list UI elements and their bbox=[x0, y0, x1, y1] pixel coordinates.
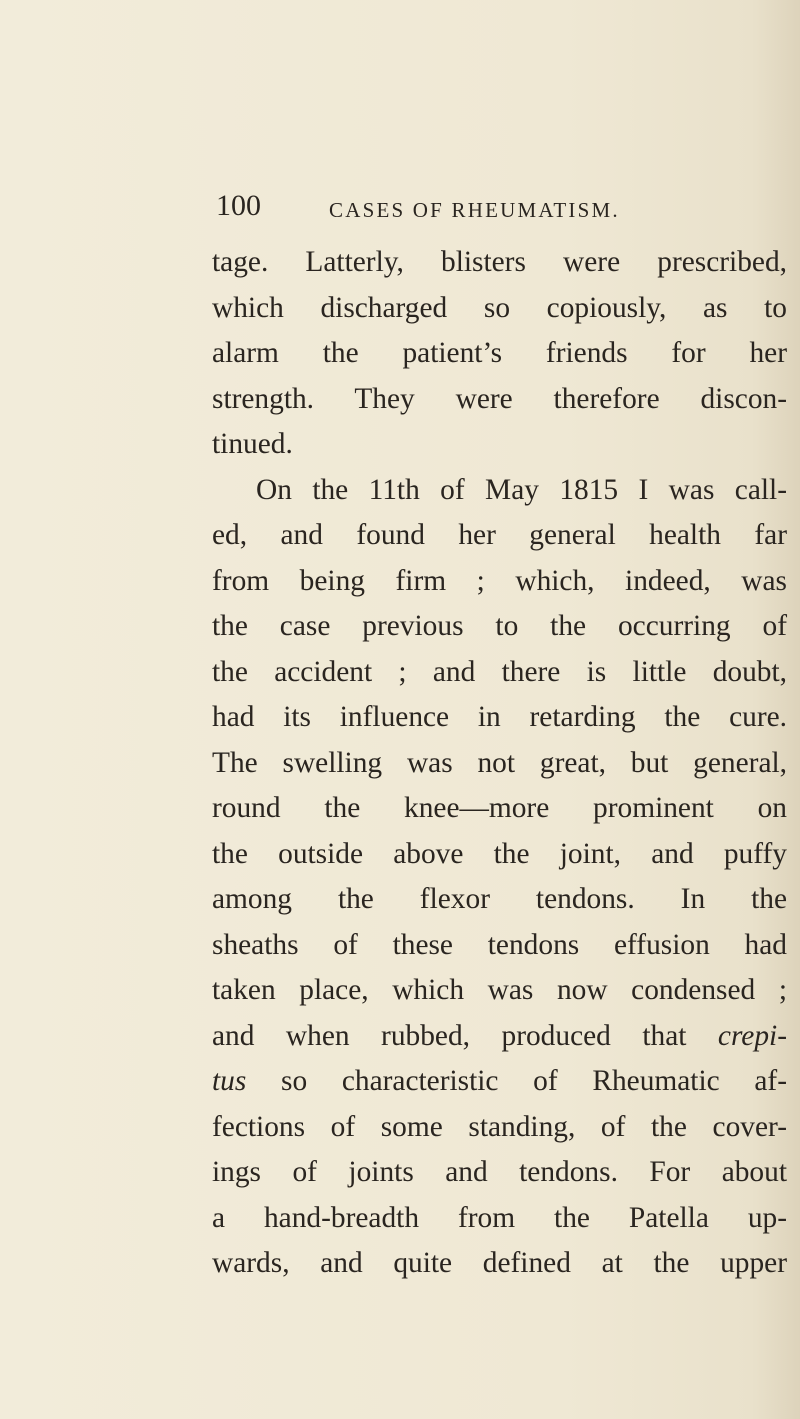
italic-term: crepi- bbox=[717, 1019, 787, 1052]
text-line-7: ed, and found her general health far bbox=[212, 519, 787, 551]
text-line-18: and when rubbed, produced that crepi- bbox=[212, 1019, 787, 1052]
text-line-13: round the knee—more prominent on bbox=[212, 792, 787, 824]
running-head: CASES OF RHEUMATISM. bbox=[329, 198, 620, 222]
text-line-17: taken place, which was now condensed ; bbox=[212, 974, 787, 1006]
text-line-5: tinued. bbox=[212, 428, 293, 460]
text-line-15: among the flexor tendons. In the bbox=[212, 883, 787, 915]
text-line-12: The swelling was not great, but general, bbox=[212, 746, 787, 779]
text-line-23: wards, and quite defined at the upper bbox=[212, 1247, 787, 1279]
text-line-6: On the 11th of May 1815 I was call- bbox=[256, 473, 787, 506]
text-line-22: a hand-breadth from the Patella up- bbox=[212, 1201, 787, 1234]
text-line-3: alarm the patient’s friends for her bbox=[212, 337, 787, 369]
text-line-4: strength. They were therefore discon- bbox=[212, 382, 787, 415]
text-line-11: had its influence in retarding the cure. bbox=[212, 701, 787, 733]
text-line-9: the case previous to the occurring of bbox=[212, 610, 787, 642]
page-number: 100 bbox=[216, 189, 261, 222]
text-line-16: sheaths of these tendons effusion had bbox=[212, 928, 787, 961]
text-line-8: from being firm ; which, indeed, was bbox=[212, 564, 787, 597]
text-line-10: the accident ; and there is little doubt, bbox=[212, 655, 787, 688]
text-line-19: tus so characteristic of Rheumatic af- bbox=[212, 1065, 787, 1097]
italic-term: tus bbox=[212, 1065, 247, 1097]
page-header bbox=[216, 186, 676, 226]
text-line-21: ings of joints and tendons. For about bbox=[212, 1156, 787, 1188]
text-line-1: tage. Latterly, blisters were prescribed, bbox=[212, 246, 787, 278]
text-line-14: the outside above the joint, and puffy bbox=[212, 837, 787, 870]
body-text bbox=[212, 240, 787, 1287]
text-line-20: fections of some standing, of the cover- bbox=[212, 1110, 787, 1143]
text-line-2: which discharged so copiously, as to bbox=[212, 291, 787, 324]
